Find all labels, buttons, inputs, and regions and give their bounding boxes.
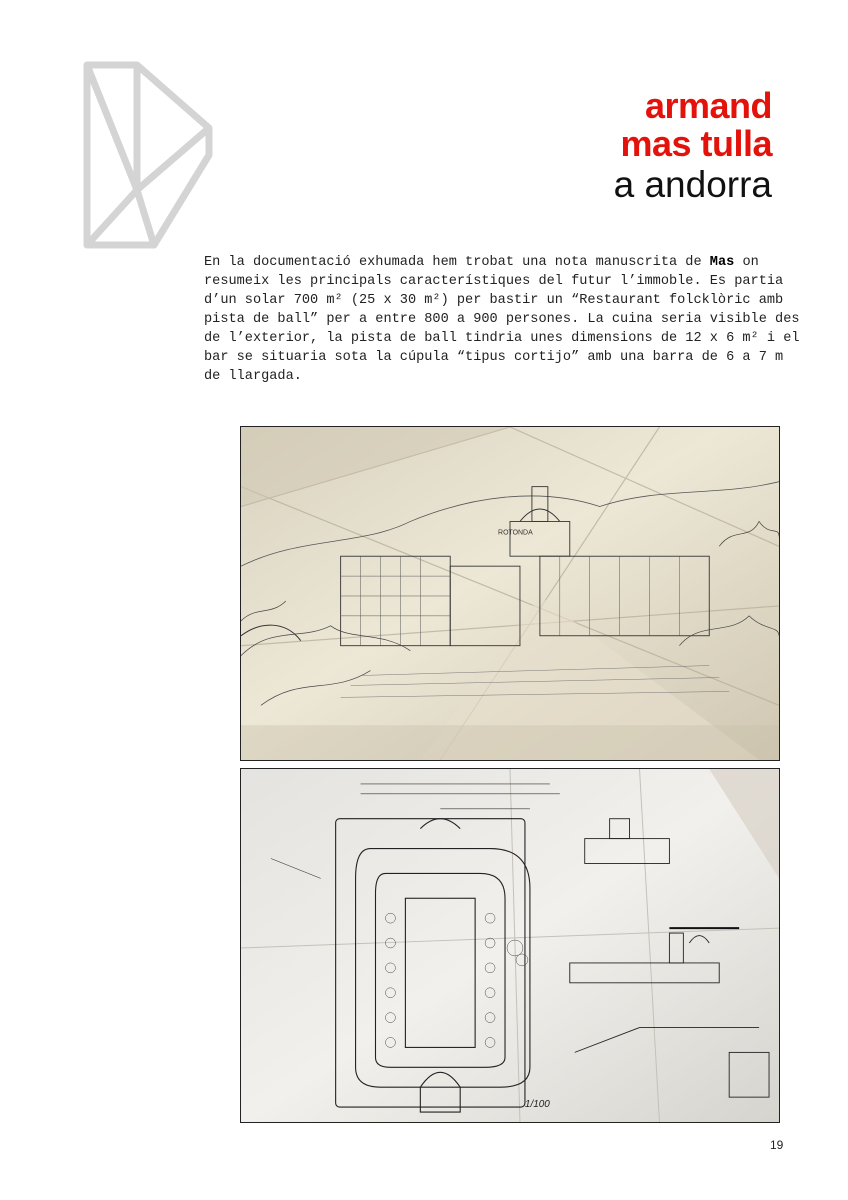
page-title (613, 85, 772, 205)
title-line-2: mas tulla (620, 123, 772, 164)
title-line-3: a andorra (613, 164, 772, 205)
body-bold-name: Mas (709, 255, 735, 270)
scale-label: 1/100 (524, 1099, 550, 1111)
title-line-1: armand (644, 85, 772, 126)
perspective-sketch-photo (240, 426, 780, 761)
body-paragraph (204, 253, 804, 386)
logo-icon (82, 60, 214, 250)
body-intro: En la documentació exhumada hem trobat una nota manuscrita de (204, 255, 702, 270)
sketch-sign: ROTONDA (498, 529, 533, 537)
body-rest: on resumeix les principals característiques del futur l’immoble. Es partia d’un solar 700 m² (25 x 30 m²) per bastir un “Restaurant folcklòric amb pista de ball” per a entre 800 a 900 persones. La cuina seria visible des de l’exterior, la pista de ball tindria unes dimensions de 12 x 6 m² i el bar se situaria sota la cúpula “tipus cortijo” amb una barra de 6 a 7 m de llargada. (204, 255, 800, 384)
page-number: 19 (770, 1138, 784, 1152)
floor-plan-sketch-photo (240, 768, 780, 1123)
